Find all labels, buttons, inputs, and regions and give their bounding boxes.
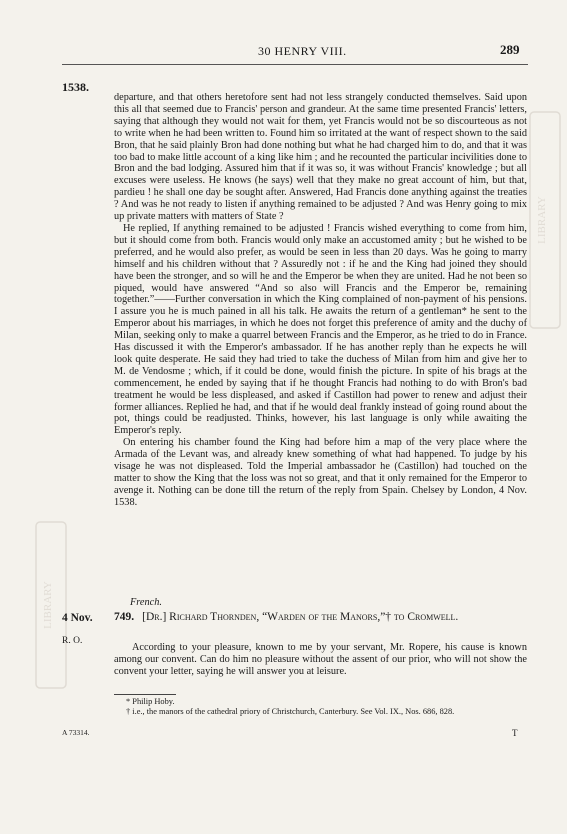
footnote-2: † i.e., the manors of the cathedral priory of Christchurch, Canterbury. See Vol. IX., Nos. 686, 828. (126, 707, 455, 716)
footnote-rule (114, 694, 176, 695)
signature-letter: T (512, 728, 518, 738)
entry-reference: R. O. (62, 636, 83, 646)
library-stamp-right (528, 110, 562, 330)
paragraph-3: On entering his chamber found the King had before him a map of the very place where the Armada of the Levant was, and already knew something of what had happened. To judge by his visage he was not displeased. Told the Imperial ambassador he (Castillon) had touched on the matter to show the King that the loss was not so great, and that it only remained for the Emperor to avenge it. Nothing can be done till the return of the reply from Spain. Chelsey by London, 4 Nov. 1538. (114, 437, 527, 508)
language-note: French. (130, 597, 162, 608)
footnote-1: * Philip Hoby. (126, 697, 175, 706)
running-head: 30 HENRY VIII. (258, 44, 347, 58)
margin-year: 1538. (62, 80, 89, 94)
svg-text:LIBRARY: LIBRARY (536, 196, 548, 244)
header-rule (62, 64, 528, 65)
entry-number: 749. (114, 611, 135, 623)
signature-mark: A 73314. (62, 728, 90, 737)
paragraph-1: departure, and that others heretofore sent had not less strangely conducted themselves. Said upon this all that seemed due to Francis' person and grandeur. At the same time presented Francis' letters, saying that although they would not wait for them, yet Francis would not be so discourteous as not to write when he had been written to. Found him so irritated at the want of respect shown to the said Bron, that he said plainly Bron had done nothing but what he had charged him to do, and that it was too bad to make little account of a king like him ; and he recounted the particular incivilities done to Bron and the bad lodging. Assured him that if it was so, it was without Francis' knowledge ; but all excuses were useless. He knows (he says) well that they make no great account of him, but that, pardieu ! he shall one day be sought after. Answered, Had Francis done anything against the treaties ? And was he not ready to listen if anything remained to be adjusted ? And was Henry going to mix up private matters with matters of State ? (114, 92, 527, 223)
footnotes (114, 697, 527, 717)
entry-date: 4 Nov. (62, 612, 93, 624)
paragraph-2: He replied, If anything remained to be adjusted ! Francis wished everything to come from him, but it should come from both. Francis would only make an accustomed amity ; but he wished to be preferred, and he would also prefer, as would be seen in less than 20 days. Was he going to marry himself and his children without that ? Assuredly not : if he and the King had joined they should have been the stronger, and so will he and the Emperor be when they are united. Had he not been so piqued, would have answered “And so also will Francis and the Emperor be, remaining together.”——Further conversation in which the King complained of non-payment of his pensions. I assure you he is much pained in all his talk. He awaits the return of a gentleman* he sent to the Emperor about his marriages, in which he does not forget this preference of amity and the duchy of Milan, seeking only to make a quarrel between Francis and the Emperor, as he tried to do in France. Has discussed it with the Emperor's ambassador. If he has another reply than he expects he will look quite desperate. He said they had tried to take the duchess of Milan from him and give her to M. de Vendosme ; which, if it could be done, would finish the picture. In spite of his brags at the commencement, he ended by saying that if he thought Francis had nothing to do with Bron's bad treatment he would be less displeased, and asked if Castillon had power to renew and adjust their former alliances. Replied he had, and that if he would deal frankly instead of going round about the pot, things could be readjusted. Thinks, however, his last language is only while awaiting the Emperor's reply. (114, 222, 527, 437)
library-stamp-left (34, 520, 68, 690)
page-number: 289 (500, 42, 520, 57)
entry-heading (114, 611, 527, 624)
entry-body: According to your pleasure, known to me by your servant, Mr. Ropere, his cause is known among our convent. Can do him no pleasure without the assent of our prior, who will not show the convent your letter, saying he will answer you at leisure. (114, 642, 527, 677)
svg-text:LIBRARY: LIBRARY (42, 581, 54, 629)
entry-title: [Dr.] Richard Thornden, “Warden of the Manors,”† to Cromwell. (142, 611, 459, 623)
calendar-entry-text (114, 92, 527, 509)
